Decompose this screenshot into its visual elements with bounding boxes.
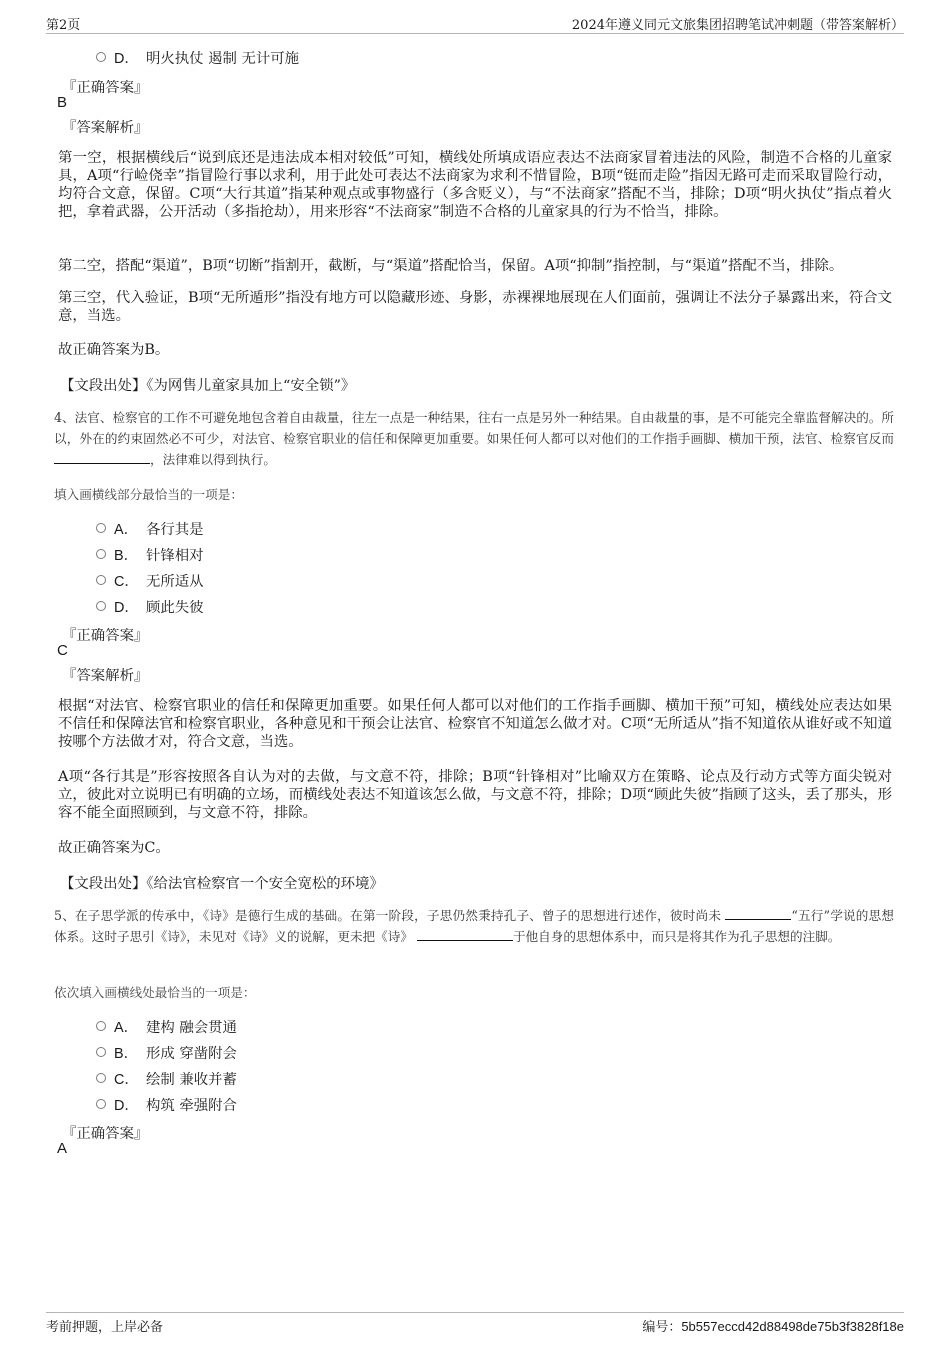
q5-stem — [54, 905, 894, 947]
answer-blank — [417, 929, 513, 941]
option-letter: A． — [114, 522, 138, 538]
option-letter: A． — [114, 1020, 138, 1036]
option-letter: D． — [114, 600, 139, 616]
document-title: 2024年遵义同元文旅集团招聘笔试冲刺题（带答案解析） — [571, 18, 904, 33]
radio-icon[interactable] — [96, 523, 106, 533]
q4-correct-answer: C — [57, 642, 68, 659]
radio-icon[interactable] — [96, 1047, 106, 1057]
answer-blank — [54, 452, 150, 464]
q4-analysis-paragraph: A项“各行其是”形容按照各自认为对的去做，与文意不符，排除；B项“针锋相对”比喻双方在策略、论点及行动方式等方面尖锐对立，彼此对立说明已有明确的立场，而横线处表达不知道该怎么做，与文意不符，排除；D项“顾此失彼”指顾了这头，丢了那头，形容不能全面照顾到，与文意不符，排除。 — [58, 769, 892, 821]
q4-source: 【文段出处】《给法官检察官一个安全宽松的环境》 — [60, 876, 384, 892]
option-letter: D． — [114, 1098, 139, 1114]
q4-analysis-label: 『答案解析』 — [62, 668, 149, 684]
radio-icon[interactable] — [96, 575, 106, 585]
q4-stem-text: 4、法官、检察官的工作不可避免地包含着自由裁量，往左一点是一种结果，往右一点是另外一种结果。自由裁量的事，是不可能完全靠监督解决的。所以，外在的约束固然必不可少，对法官、检察官职业的信任和保障更加重要。如果任何人都可以对他们的工作指手画脚、横加干预，法官、检察官反而 — [54, 410, 894, 446]
option-text: 绘制 兼收并蓄 — [146, 1072, 237, 1088]
radio-icon[interactable] — [96, 601, 106, 611]
q5-correct-label: 『正确答案』 — [62, 1126, 149, 1142]
q3-analysis-paragraph: 第二空，搭配“渠道”，B项“切断”指割开，截断，与“渠道”搭配恰当，保留。A项“抑制”指控制，与“渠道”搭配不当，排除。 — [58, 258, 844, 274]
option-text: 针锋相对 — [146, 548, 204, 564]
radio-icon[interactable] — [96, 1021, 106, 1031]
q5-correct-answer: A — [57, 1140, 68, 1157]
q3-analysis-label: 『答案解析』 — [62, 120, 149, 136]
page-number: 第2页 — [46, 18, 81, 33]
q3-source: 【文段出处】《为网售儿童家具加上“安全锁”》 — [60, 378, 356, 394]
q5-stem-text-end: 于他自身的思想体系中，而只是将其作为孔子思想的注脚。 — [512, 929, 841, 944]
q4-correct-label: 『正确答案』 — [62, 628, 149, 644]
option-text: 无所适从 — [146, 574, 204, 590]
answer-blank — [725, 908, 791, 920]
option-text: 各行其是 — [146, 522, 204, 538]
q3-correct-answer: B — [57, 94, 68, 111]
q5-instruction: 依次填入画横线处最恰当的一项是： — [54, 985, 256, 1000]
option-letter: C． — [114, 574, 139, 590]
q5-stem-text: “五行”学说的思想体系。这时子思引《诗》，未见对《诗》义的说解，更未把《诗》 — [54, 908, 894, 944]
q5-stem-text: 5、在子思学派的传承中，《诗》是德行生成的基础。在第一阶段，子思仍然秉持孔子、曾子的思想进行述作，彼时尚未 — [54, 908, 722, 923]
option-text: 明火执仗 遏制 无计可施 — [146, 51, 300, 67]
option-text: 构筑 牵强附合 — [146, 1098, 237, 1114]
footer-slogan: 考前押题，上岸必备 — [46, 1320, 164, 1335]
option-text: 顾此失彼 — [146, 600, 204, 616]
q3-correct-label: 『正确答案』 — [62, 80, 149, 96]
option-letter: B． — [114, 1046, 138, 1062]
q4-stem — [54, 407, 894, 470]
code-label: 编号： — [642, 1320, 682, 1335]
q3-conclusion: 故正确答案为B。 — [58, 342, 170, 358]
radio-icon[interactable] — [96, 549, 106, 559]
q4-conclusion: 故正确答案为C。 — [58, 840, 170, 856]
q3-analysis-paragraph: 第三空，代入验证，B项“无所遁形”指没有地方可以隐藏形迹、身影，赤裸裸地展现在人们面前，强调让不法分子暴露出来，符合文意，当选。 — [58, 290, 892, 324]
radio-icon[interactable] — [96, 1099, 106, 1109]
option-letter: C． — [114, 1072, 139, 1088]
document-code — [642, 1316, 904, 1335]
option-text: 建构 融会贯通 — [146, 1020, 237, 1036]
option-text: 形成 穿凿附会 — [146, 1046, 237, 1062]
q4-analysis-paragraph: 根据“对法官、检察官职业的信任和保障更加重要。如果任何人都可以对他们的工作指手画脚、横加干预”可知，横线处应表达如果不信任和保障法官和检察官职业，各种意见和干预会让法官、检察官不知道怎么做才对。C项“无所适从”指不知道依从谁好或不知道按哪个方法做才对，符合文意，当选。 — [58, 698, 892, 750]
q4-stem-text-end: ，法律难以得到执行。 — [150, 452, 276, 467]
page-header — [46, 12, 904, 34]
q4-instruction: 填入画横线部分最恰当的一项是： — [54, 487, 243, 502]
option-letter: B． — [114, 548, 138, 564]
code-value: 5b557eccd42d88498de75b3f3828f18e — [681, 1319, 904, 1334]
radio-icon[interactable] — [96, 52, 106, 62]
option-letter: D． — [114, 51, 139, 67]
radio-icon[interactable] — [96, 1073, 106, 1083]
page-footer — [46, 1312, 904, 1336]
q3-analysis-paragraph: 第一空，根据横线后“说到底还是违法成本相对较低”可知，横线处所填成语应表达不法商家冒着违法的风险，制造不合格的儿童家具，A项“行崄侥幸”指冒险行事以求利，用于此处可表达不法商家为求利不惜冒险，B项“铤而走险”指因无路可走而采取冒险行动，均符合文意，保留。C项“大行其道”指某种观点或事物盛行（多含贬义），与“不法商家”搭配不当，排除；D项“明火执仗”指点着火把，拿着武器，公开活动（多指抢劫），用来形容“不法商家”制造不合格的儿童家具的行为不恰当，排除。 — [58, 150, 892, 220]
